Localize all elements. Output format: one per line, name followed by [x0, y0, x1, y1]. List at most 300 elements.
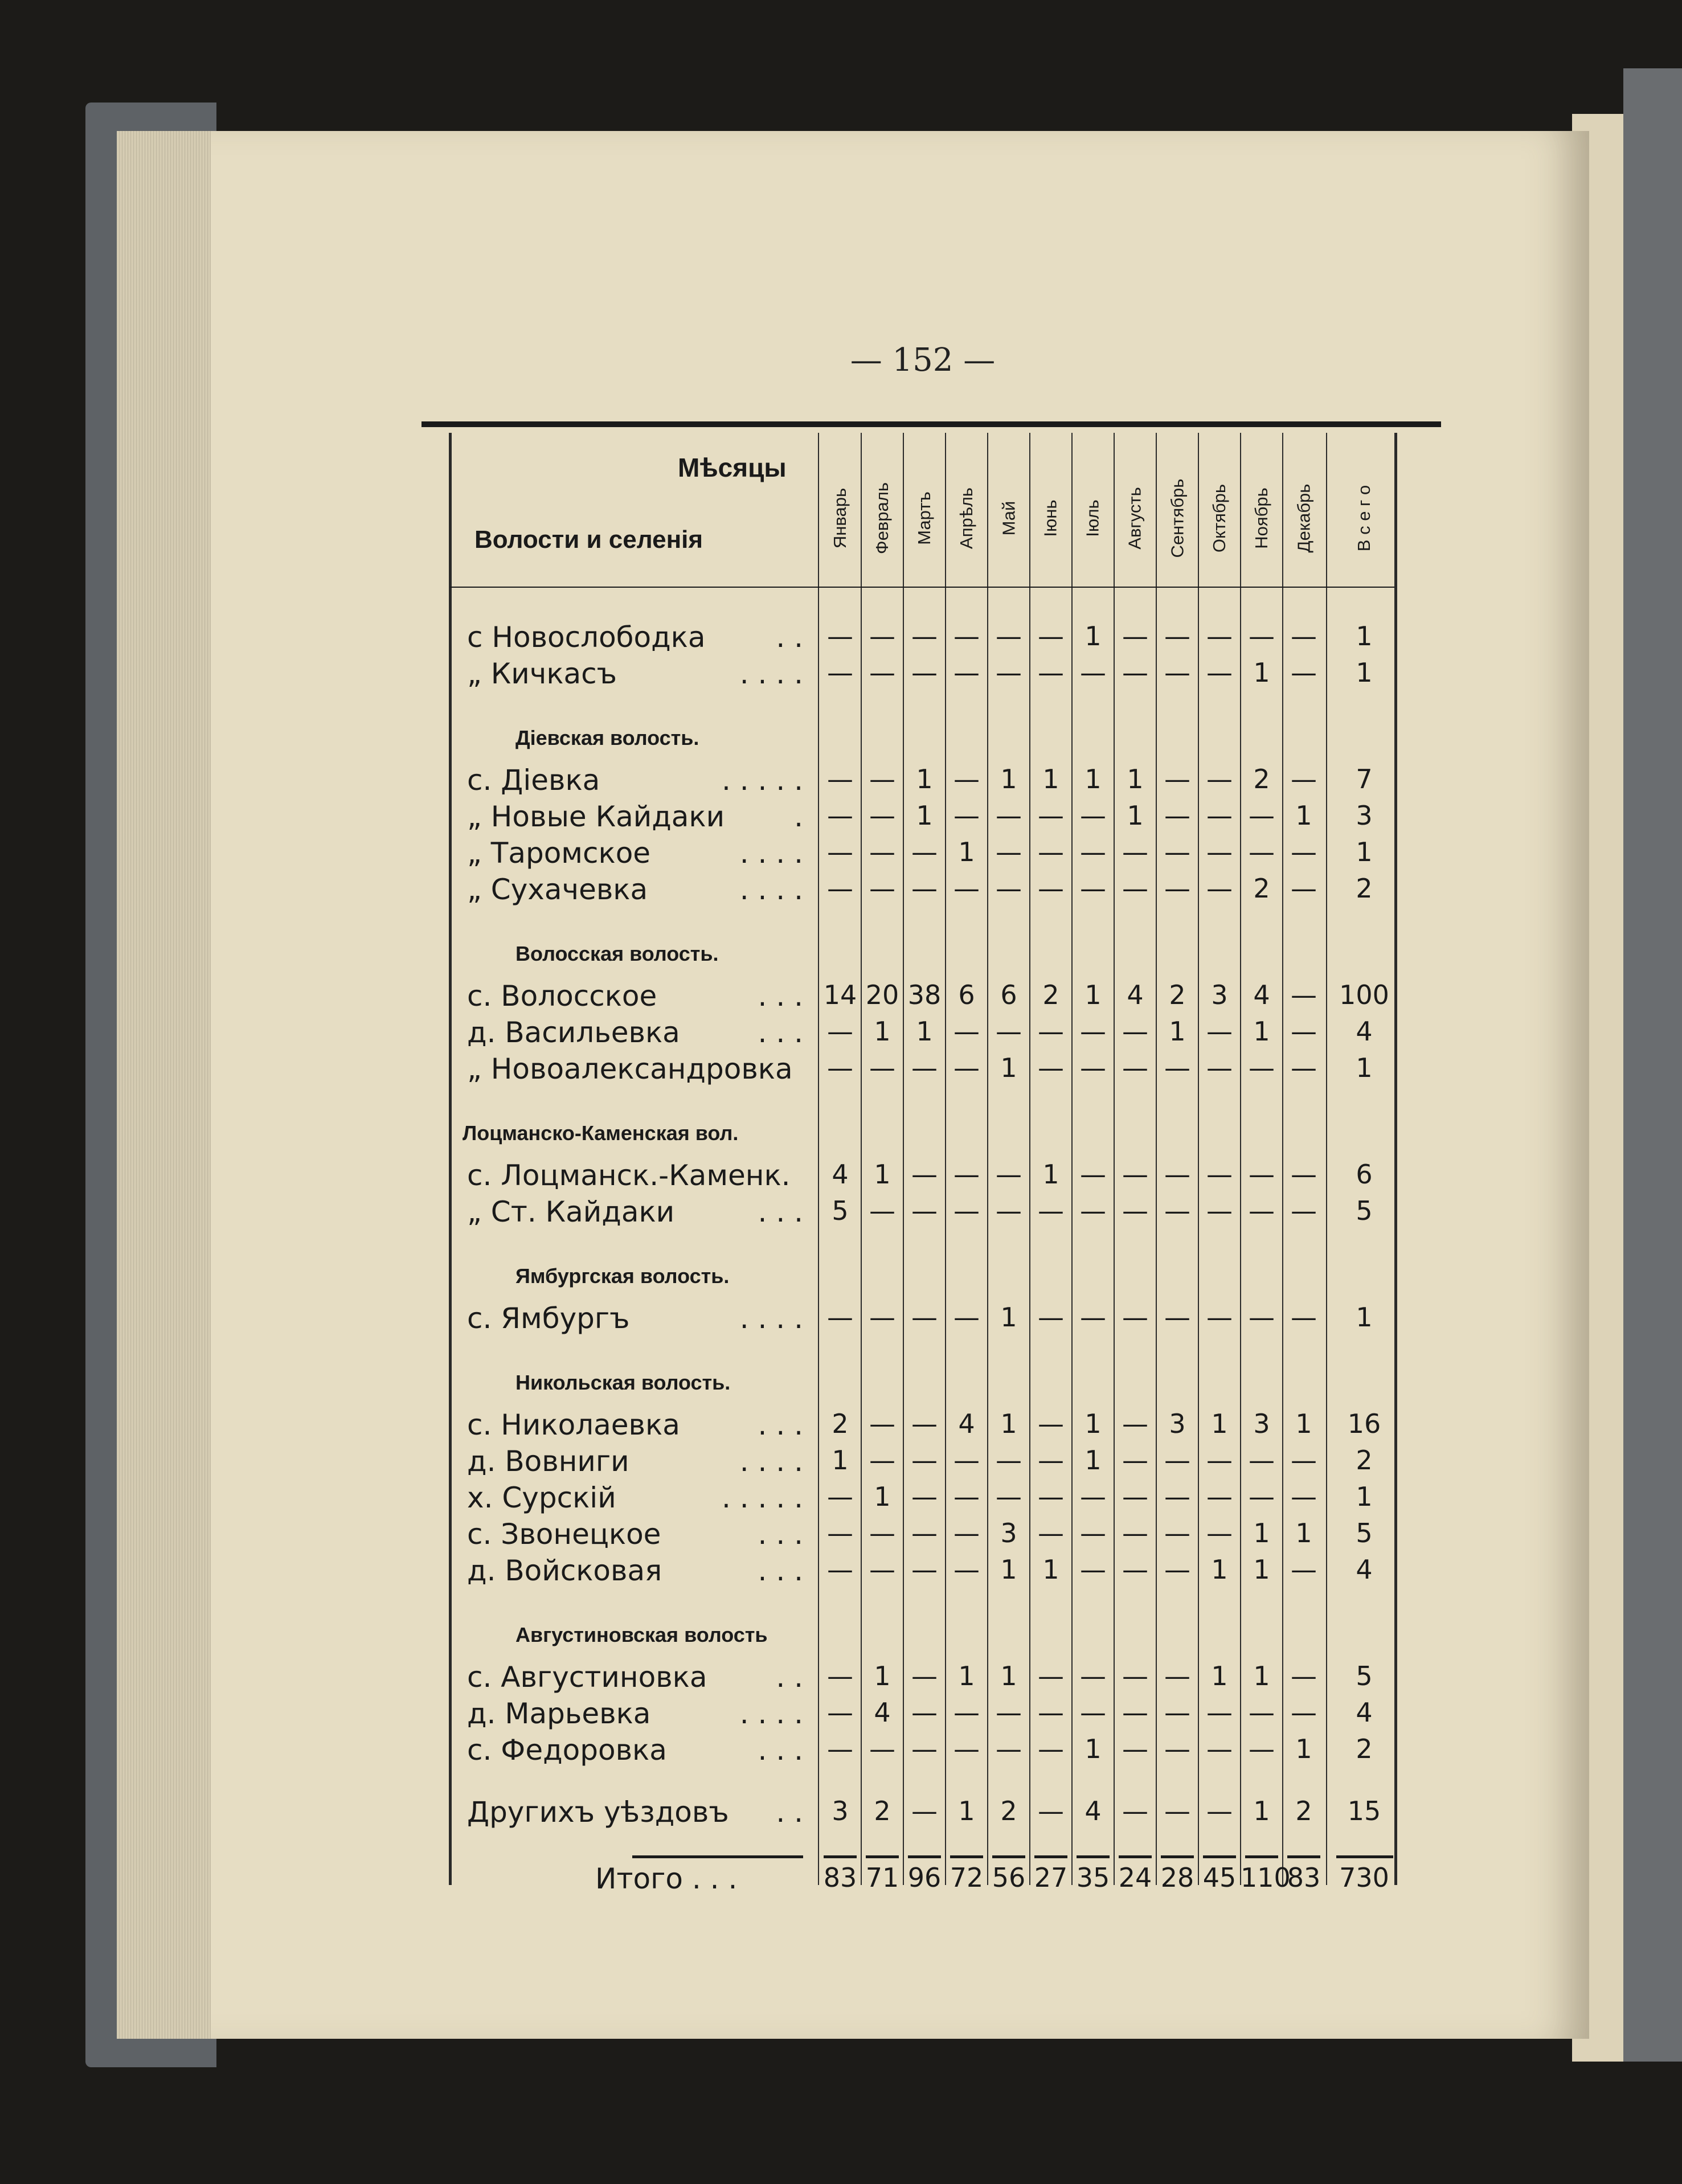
row-leader-dots: . . . .: [739, 873, 803, 906]
month-value: 2: [1169, 980, 1186, 1010]
month-value: —: [1291, 1697, 1317, 1728]
month-value: 1: [1253, 1016, 1270, 1047]
total-underline: [866, 1855, 899, 1858]
month-value: 2: [1253, 764, 1270, 794]
table-row: [0, 1016, 1682, 1050]
month-value: —: [1122, 657, 1148, 688]
month-value: —: [1080, 1554, 1106, 1585]
month-value: —: [1122, 1518, 1148, 1548]
table-row: [0, 1661, 1682, 1695]
month-value: —: [827, 1481, 853, 1512]
header-rule: [450, 587, 1394, 588]
month-value: —: [1291, 1052, 1317, 1083]
month-value: —: [1206, 1302, 1233, 1333]
table-row: [0, 1796, 1682, 1830]
month-value: —: [1291, 837, 1317, 867]
month-value: 2: [1000, 1796, 1017, 1826]
month-value: —: [1080, 1481, 1106, 1512]
month-value: —: [1206, 1734, 1233, 1764]
month-value: —: [953, 1518, 980, 1548]
month-value: 1: [1042, 1554, 1059, 1585]
row-label-text: „ Ст. Кайдаки: [467, 1195, 675, 1228]
row-total: 1: [1356, 837, 1373, 867]
month-value: —: [1038, 837, 1064, 867]
row-label-text: с. Августиновка: [467, 1661, 707, 1694]
month-value: —: [1206, 1518, 1233, 1548]
row-total: 1: [1356, 1052, 1373, 1083]
table-row: [0, 1734, 1682, 1768]
month-value: 1: [1253, 1796, 1270, 1826]
month-value: 1: [958, 837, 975, 867]
month-value: —: [1122, 1554, 1148, 1585]
month-value: —: [911, 1697, 938, 1728]
month-value: 1: [1000, 764, 1017, 794]
month-value: 14: [823, 980, 857, 1010]
header-rows-title: Волости и селенія: [474, 526, 703, 554]
row-label: [467, 1518, 803, 1551]
month-header: [946, 487, 988, 549]
row-label: [467, 1481, 803, 1514]
row-total: 2: [1356, 1734, 1373, 1764]
month-value: —: [1038, 1408, 1064, 1439]
total-underline: [1336, 1855, 1393, 1858]
month-value: —: [996, 800, 1022, 831]
month-value: —: [953, 621, 980, 651]
month-value: —: [1164, 1302, 1190, 1333]
month-value: 1: [1211, 1554, 1228, 1585]
row-label-text: „ Новые Кайдаки: [467, 800, 725, 833]
row-label: [467, 837, 803, 870]
month-value: 1: [1295, 1408, 1312, 1439]
month-value: 1: [1253, 1661, 1270, 1691]
month-header: [988, 501, 1030, 535]
table-row: [0, 980, 1682, 1014]
month-value: 2: [1295, 1796, 1312, 1826]
month-value: —: [827, 657, 853, 688]
month-value: —: [1080, 800, 1106, 831]
table-row: [0, 1195, 1682, 1230]
month-value: —: [827, 764, 853, 794]
month-value: —: [911, 1052, 938, 1083]
month-value: 1: [1253, 657, 1270, 688]
month-header-label: Ноябрь: [1251, 487, 1271, 549]
row-label-text: д. Васильевка: [467, 1016, 680, 1049]
month-value: 1: [874, 1481, 891, 1512]
row-leader-dots: . . .: [758, 1518, 803, 1551]
table-row: [0, 1518, 1682, 1552]
row-total: 16: [1347, 1408, 1381, 1439]
month-value: —: [1206, 1697, 1233, 1728]
total-underline: [632, 1855, 803, 1858]
month-value: —: [911, 1195, 938, 1226]
row-total: 5: [1356, 1661, 1373, 1691]
month-value: 1: [1295, 1518, 1312, 1548]
month-value: —: [1038, 621, 1064, 651]
month-value: —: [1122, 1796, 1148, 1826]
month-value: —: [1122, 1734, 1148, 1764]
month-value: —: [953, 873, 980, 904]
row-label-text: „ Новоалександровка: [467, 1052, 793, 1085]
month-value: —: [1038, 1661, 1064, 1691]
totals-label: Итого . . .: [595, 1862, 738, 1895]
month-value: 1: [1084, 1445, 1102, 1476]
row-total: 100: [1339, 980, 1389, 1010]
month-value: —: [1206, 1445, 1233, 1476]
month-value: —: [1080, 1159, 1106, 1190]
section-title: Діевская волость.: [515, 726, 699, 749]
month-value: —: [1080, 1016, 1106, 1047]
row-label-text: с. Діевка: [467, 764, 600, 797]
month-value: —: [1038, 873, 1064, 904]
month-value: —: [1206, 621, 1233, 651]
row-total: 2: [1356, 1445, 1373, 1476]
month-value: —: [1080, 1052, 1106, 1083]
month-value: —: [1164, 837, 1190, 867]
month-value: —: [1164, 1195, 1190, 1226]
month-value: 3: [1000, 1518, 1017, 1548]
month-value: —: [1038, 1796, 1064, 1826]
month-value: 1: [1000, 1554, 1017, 1585]
row-leader-dots: . . .: [758, 1195, 803, 1228]
month-value: —: [869, 1408, 895, 1439]
grand-total: 730: [1339, 1862, 1389, 1893]
row-total: 1: [1356, 1481, 1373, 1512]
month-value: —: [1164, 800, 1190, 831]
month-value: —: [996, 1481, 1022, 1512]
month-value: —: [1249, 800, 1275, 831]
month-value: —: [1249, 1697, 1275, 1728]
month-value: 1: [1000, 1052, 1017, 1083]
row-label-text: с. Федоровка: [467, 1734, 667, 1767]
month-value: —: [1164, 1052, 1190, 1083]
row-label-text: х. Сурскій: [467, 1481, 616, 1514]
month-value: —: [1206, 764, 1233, 794]
month-value: 1: [1253, 1554, 1270, 1585]
row-label: [467, 657, 803, 690]
month-value: —: [1122, 1195, 1148, 1226]
month-header-label: Іюнь: [1040, 499, 1061, 537]
month-value: —: [827, 1734, 853, 1764]
table-row: [0, 764, 1682, 798]
table-row: [0, 873, 1682, 907]
month-value: 1: [1211, 1408, 1228, 1439]
month-value: 5: [832, 1195, 849, 1226]
total-underline: [1034, 1855, 1067, 1858]
month-value: —: [953, 764, 980, 794]
month-value: 1: [1084, 764, 1102, 794]
total-underline: [824, 1855, 857, 1858]
month-value: —: [1206, 1195, 1233, 1226]
month-total: 56: [992, 1862, 1026, 1893]
month-value: —: [911, 1159, 938, 1190]
month-value: —: [1038, 1518, 1064, 1548]
month-value: —: [1164, 1445, 1190, 1476]
row-label-text: д. Вовниги: [467, 1445, 629, 1478]
total-header: [1343, 485, 1385, 552]
month-value: —: [869, 657, 895, 688]
month-header: [903, 491, 946, 545]
month-value: 1: [1127, 764, 1144, 794]
month-value: —: [953, 1159, 980, 1190]
month-value: 1: [1084, 1734, 1102, 1764]
month-value: —: [1038, 1734, 1064, 1764]
month-header-label: Апрѣль: [956, 487, 977, 549]
month-value: —: [1122, 1481, 1148, 1512]
month-total: 72: [950, 1862, 984, 1893]
month-value: —: [869, 1554, 895, 1585]
month-value: —: [1291, 621, 1317, 651]
month-value: 3: [1253, 1408, 1270, 1439]
month-total: 45: [1202, 1862, 1237, 1893]
month-value: —: [1038, 1697, 1064, 1728]
month-value: —: [1038, 1302, 1064, 1333]
month-value: —: [869, 1052, 895, 1083]
month-value: 3: [1211, 980, 1228, 1010]
month-value: 1: [1295, 800, 1312, 831]
row-label: [467, 621, 803, 654]
section-title: Ямбургская волость.: [515, 1264, 730, 1288]
month-value: —: [1122, 1302, 1148, 1333]
month-value: 4: [1084, 1796, 1102, 1826]
row-leader-dots: . .: [776, 1796, 803, 1829]
month-value: 1: [958, 1796, 975, 1826]
month-value: —: [911, 657, 938, 688]
month-header-label: Февраль: [872, 482, 892, 554]
row-label: [467, 1796, 803, 1829]
month-header: [1241, 487, 1283, 549]
month-header-label: Іюль: [1082, 499, 1103, 537]
month-value: 1: [1084, 1408, 1102, 1439]
month-header: [861, 482, 903, 554]
month-value: 1: [874, 1159, 891, 1190]
row-total: 4: [1356, 1697, 1373, 1728]
month-value: —: [1080, 873, 1106, 904]
month-value: —: [1038, 1195, 1064, 1226]
month-value: —: [1206, 1016, 1233, 1047]
month-value: —: [1164, 1554, 1190, 1585]
row-leader-dots: . . .: [758, 1734, 803, 1767]
month-value: —: [1164, 1661, 1190, 1691]
month-value: 20: [865, 980, 899, 1010]
row-leader-dots: . . . .: [739, 1697, 803, 1730]
month-value: —: [869, 800, 895, 831]
row-label-text: Другихъ уѣздовъ: [467, 1796, 729, 1829]
month-value: —: [1080, 1661, 1106, 1691]
month-value: 1: [958, 1661, 975, 1691]
month-value: —: [953, 800, 980, 831]
row-label-text: с. Лоцманск.-Каменк.: [467, 1159, 791, 1192]
row-leader-dots: . . . .: [739, 1445, 803, 1478]
row-label-text: с. Ямбургъ: [467, 1302, 630, 1335]
month-value: —: [1122, 873, 1148, 904]
month-value: —: [1164, 657, 1190, 688]
month-value: —: [996, 1445, 1022, 1476]
row-label: [467, 1445, 803, 1478]
month-value: —: [1122, 1016, 1148, 1047]
month-value: 1: [1253, 1518, 1270, 1548]
month-value: —: [827, 837, 853, 867]
month-value: —: [911, 837, 938, 867]
row-label: [467, 1661, 803, 1694]
row-total: 5: [1356, 1518, 1373, 1548]
row-leader-dots: . .: [776, 1661, 803, 1694]
month-value: —: [1206, 1052, 1233, 1083]
month-value: 4: [832, 1159, 849, 1190]
month-value: 1: [832, 1445, 849, 1476]
section-title: Волосская волость.: [515, 942, 719, 965]
row-label-text: „ Таромское: [467, 837, 651, 870]
total-underline: [1287, 1855, 1320, 1858]
month-value: —: [1249, 621, 1275, 651]
row-leader-dots: . . .: [758, 980, 803, 1013]
month-value: 3: [1169, 1408, 1186, 1439]
month-value: —: [996, 657, 1022, 688]
month-value: 1: [916, 764, 933, 794]
total-underline: [1203, 1855, 1236, 1858]
month-value: —: [911, 1661, 938, 1691]
month-value: —: [1249, 1302, 1275, 1333]
month-total: 110: [1241, 1862, 1291, 1893]
month-value: —: [1122, 1661, 1148, 1691]
month-value: —: [1080, 1302, 1106, 1333]
row-label-text: с. Звонецкое: [467, 1518, 661, 1551]
month-value: —: [1122, 837, 1148, 867]
month-header: [1030, 501, 1072, 535]
month-value: —: [1080, 657, 1106, 688]
row-leader-dots: . . . . .: [721, 1481, 803, 1514]
row-label: [467, 1408, 803, 1441]
month-value: —: [953, 1481, 980, 1512]
month-value: —: [996, 1734, 1022, 1764]
month-value: —: [1291, 657, 1317, 688]
month-value: —: [996, 1159, 1022, 1190]
month-header-label: Сентябрь: [1167, 478, 1188, 558]
month-value: —: [1291, 1554, 1317, 1585]
table-row: [0, 1302, 1682, 1336]
month-value: —: [911, 1408, 938, 1439]
month-value: —: [1164, 1159, 1190, 1190]
month-value: —: [869, 1518, 895, 1548]
month-value: —: [1164, 1481, 1190, 1512]
month-value: —: [911, 1445, 938, 1476]
table-row: [0, 1052, 1682, 1087]
total-underline: [950, 1855, 983, 1858]
row-label: [467, 873, 803, 906]
row-total: 15: [1347, 1796, 1381, 1826]
month-value: —: [1164, 1796, 1190, 1826]
month-value: —: [1291, 764, 1317, 794]
month-value: —: [869, 837, 895, 867]
table-row: [0, 657, 1682, 691]
totals-row: [0, 1862, 1682, 1896]
row-label-text: с Новослободка: [467, 621, 706, 654]
month-value: 1: [1127, 800, 1144, 831]
month-value: —: [1122, 621, 1148, 651]
month-value: 4: [874, 1697, 891, 1728]
month-value: 4: [1253, 980, 1270, 1010]
month-value: 38: [907, 980, 942, 1010]
month-value: —: [1249, 837, 1275, 867]
row-label: [467, 800, 803, 833]
month-value: —: [827, 1302, 853, 1333]
month-value: 1: [1084, 980, 1102, 1010]
row-label: [467, 1554, 803, 1587]
month-total: 83: [1287, 1862, 1321, 1893]
month-value: —: [953, 1734, 980, 1764]
month-value: 2: [874, 1796, 891, 1826]
month-value: —: [1122, 1408, 1148, 1439]
row-label: [467, 980, 803, 1013]
row-label-text: д. Марьевка: [467, 1697, 651, 1730]
month-value: —: [996, 621, 1022, 651]
month-value: —: [1122, 1445, 1148, 1476]
row-total: 4: [1356, 1016, 1373, 1047]
month-value: —: [1122, 1052, 1148, 1083]
total-underline: [1119, 1855, 1152, 1858]
row-leader-dots: . .: [776, 621, 803, 654]
month-value: 1: [1042, 1159, 1059, 1190]
month-total: 27: [1034, 1862, 1068, 1893]
section-title: Никольская волость.: [515, 1371, 731, 1394]
month-value: 1: [916, 800, 933, 831]
table-row: [0, 800, 1682, 834]
total-header-label: В с е г о: [1354, 485, 1374, 552]
month-value: —: [1291, 1481, 1317, 1512]
month-value: —: [1291, 1661, 1317, 1691]
row-leader-dots: . . . .: [739, 657, 803, 690]
month-value: —: [1122, 1159, 1148, 1190]
month-value: —: [953, 1016, 980, 1047]
row-label: [467, 1016, 803, 1049]
month-value: —: [1249, 1195, 1275, 1226]
month-value: 1: [874, 1016, 891, 1047]
month-value: —: [953, 1195, 980, 1226]
month-value: —: [1206, 837, 1233, 867]
month-value: 4: [1127, 980, 1144, 1010]
month-value: —: [1249, 1159, 1275, 1190]
row-label: [467, 1302, 803, 1335]
row-label-text: с. Николаевка: [467, 1408, 680, 1441]
month-header: [1283, 483, 1325, 553]
row-label: [467, 1697, 803, 1730]
row-label: [467, 1734, 803, 1767]
month-value: —: [1038, 1052, 1064, 1083]
total-underline: [992, 1855, 1025, 1858]
month-header: [1072, 501, 1114, 535]
month-value: —: [1164, 873, 1190, 904]
month-value: —: [1291, 873, 1317, 904]
month-value: —: [911, 1796, 938, 1826]
row-total: 2: [1356, 873, 1373, 904]
month-value: —: [996, 1195, 1022, 1226]
table-row: [0, 1445, 1682, 1479]
month-value: —: [1038, 800, 1064, 831]
month-value: —: [1080, 1518, 1106, 1548]
month-value: 1: [1000, 1302, 1017, 1333]
row-total: 5: [1356, 1195, 1373, 1226]
month-value: 6: [958, 980, 975, 1010]
top-rule: [421, 421, 1441, 427]
month-value: —: [827, 1697, 853, 1728]
table-row: [0, 1481, 1682, 1515]
month-value: —: [1164, 764, 1190, 794]
month-value: 1: [1000, 1661, 1017, 1691]
month-value: —: [1164, 1697, 1190, 1728]
row-label-text: „ Сухачевка: [467, 873, 648, 906]
month-value: 1: [1042, 764, 1059, 794]
month-value: 1: [1000, 1408, 1017, 1439]
row-total: 7: [1356, 764, 1373, 794]
